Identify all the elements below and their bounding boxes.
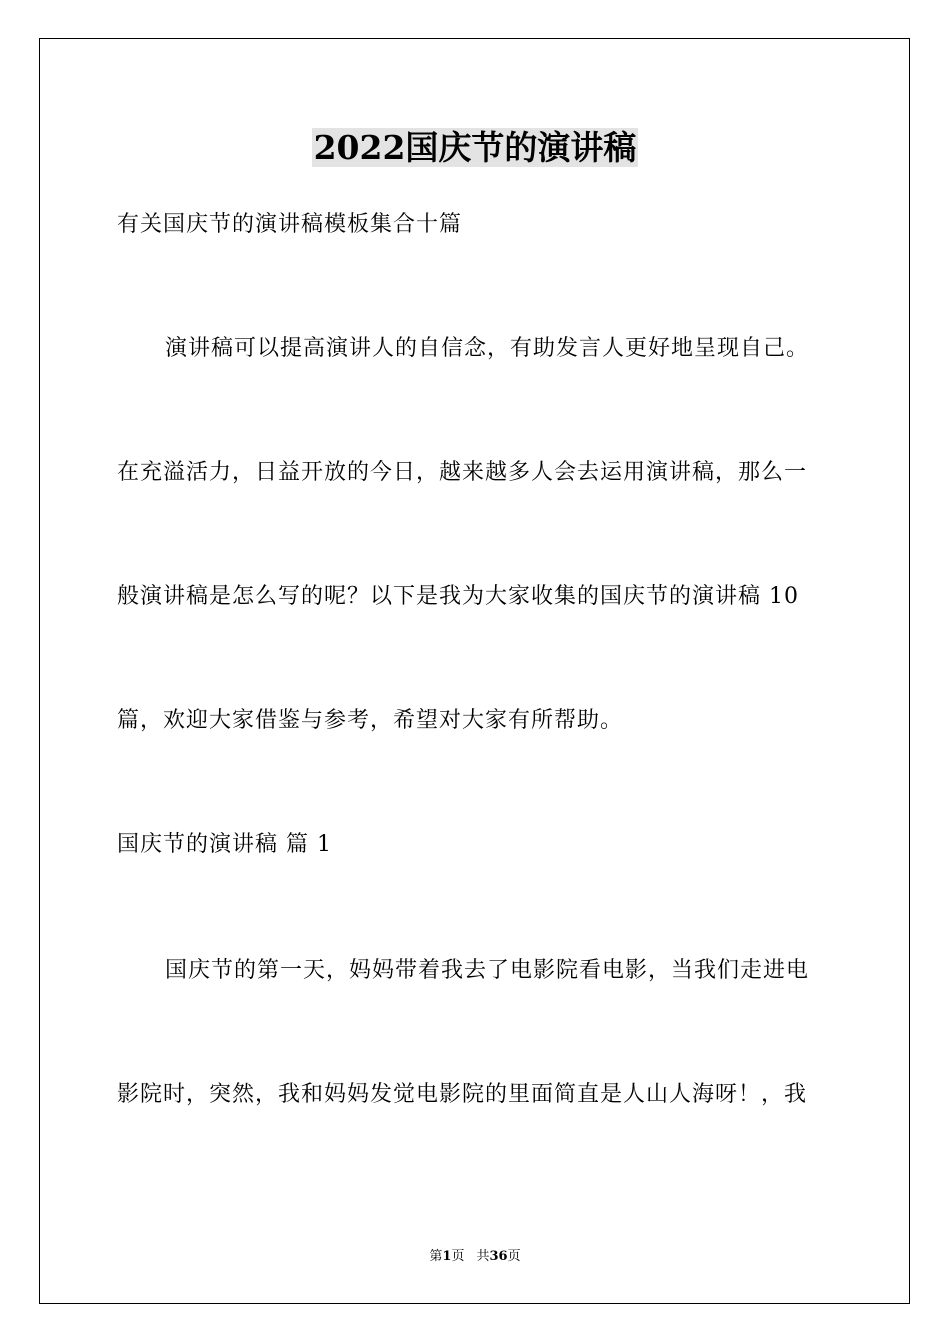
section-heading: 国庆节的演讲稿 篇 1 — [117, 832, 332, 857]
paragraph-line: 影院时，突然，我和妈妈发觉电影院的里面简直是人山人海呀！，我 — [117, 1082, 808, 1107]
subtitle-line: 有关国庆节的演讲稿模板集合十篇 — [117, 212, 463, 237]
paragraph-line: 篇，欢迎大家借鉴与参考，希望对大家有所帮助。 — [117, 708, 624, 733]
paragraph-line: 般演讲稿是怎么写的呢？以下是我为大家收集的国庆节的演讲稿 10 — [117, 584, 799, 609]
footer-total-suffix: 页 — [507, 1249, 521, 1264]
footer-total-prefix: 共 — [476, 1249, 490, 1264]
footer-total-pages: 36 — [489, 1249, 508, 1264]
paragraph-line: 国庆节的第一天，妈妈带着我去了电影院看电影，当我们走进电 — [165, 958, 810, 983]
title-text: 2022国庆节的演讲稿 — [313, 128, 637, 167]
paragraph-line: 在充溢活力，日益开放的今日，越来越多人会去运用演讲稿，那么一 — [117, 460, 808, 485]
page-footer — [0, 1248, 950, 1266]
footer-page-prefix: 第 — [429, 1249, 443, 1264]
footer-page-suffix: 页 — [451, 1249, 465, 1264]
footer-page-number: 1 — [442, 1249, 452, 1264]
document-title — [0, 124, 950, 172]
paragraph-line: 演讲稿可以提高演讲人的自信念，有助发言人更好地呈现自己。 — [165, 336, 810, 361]
